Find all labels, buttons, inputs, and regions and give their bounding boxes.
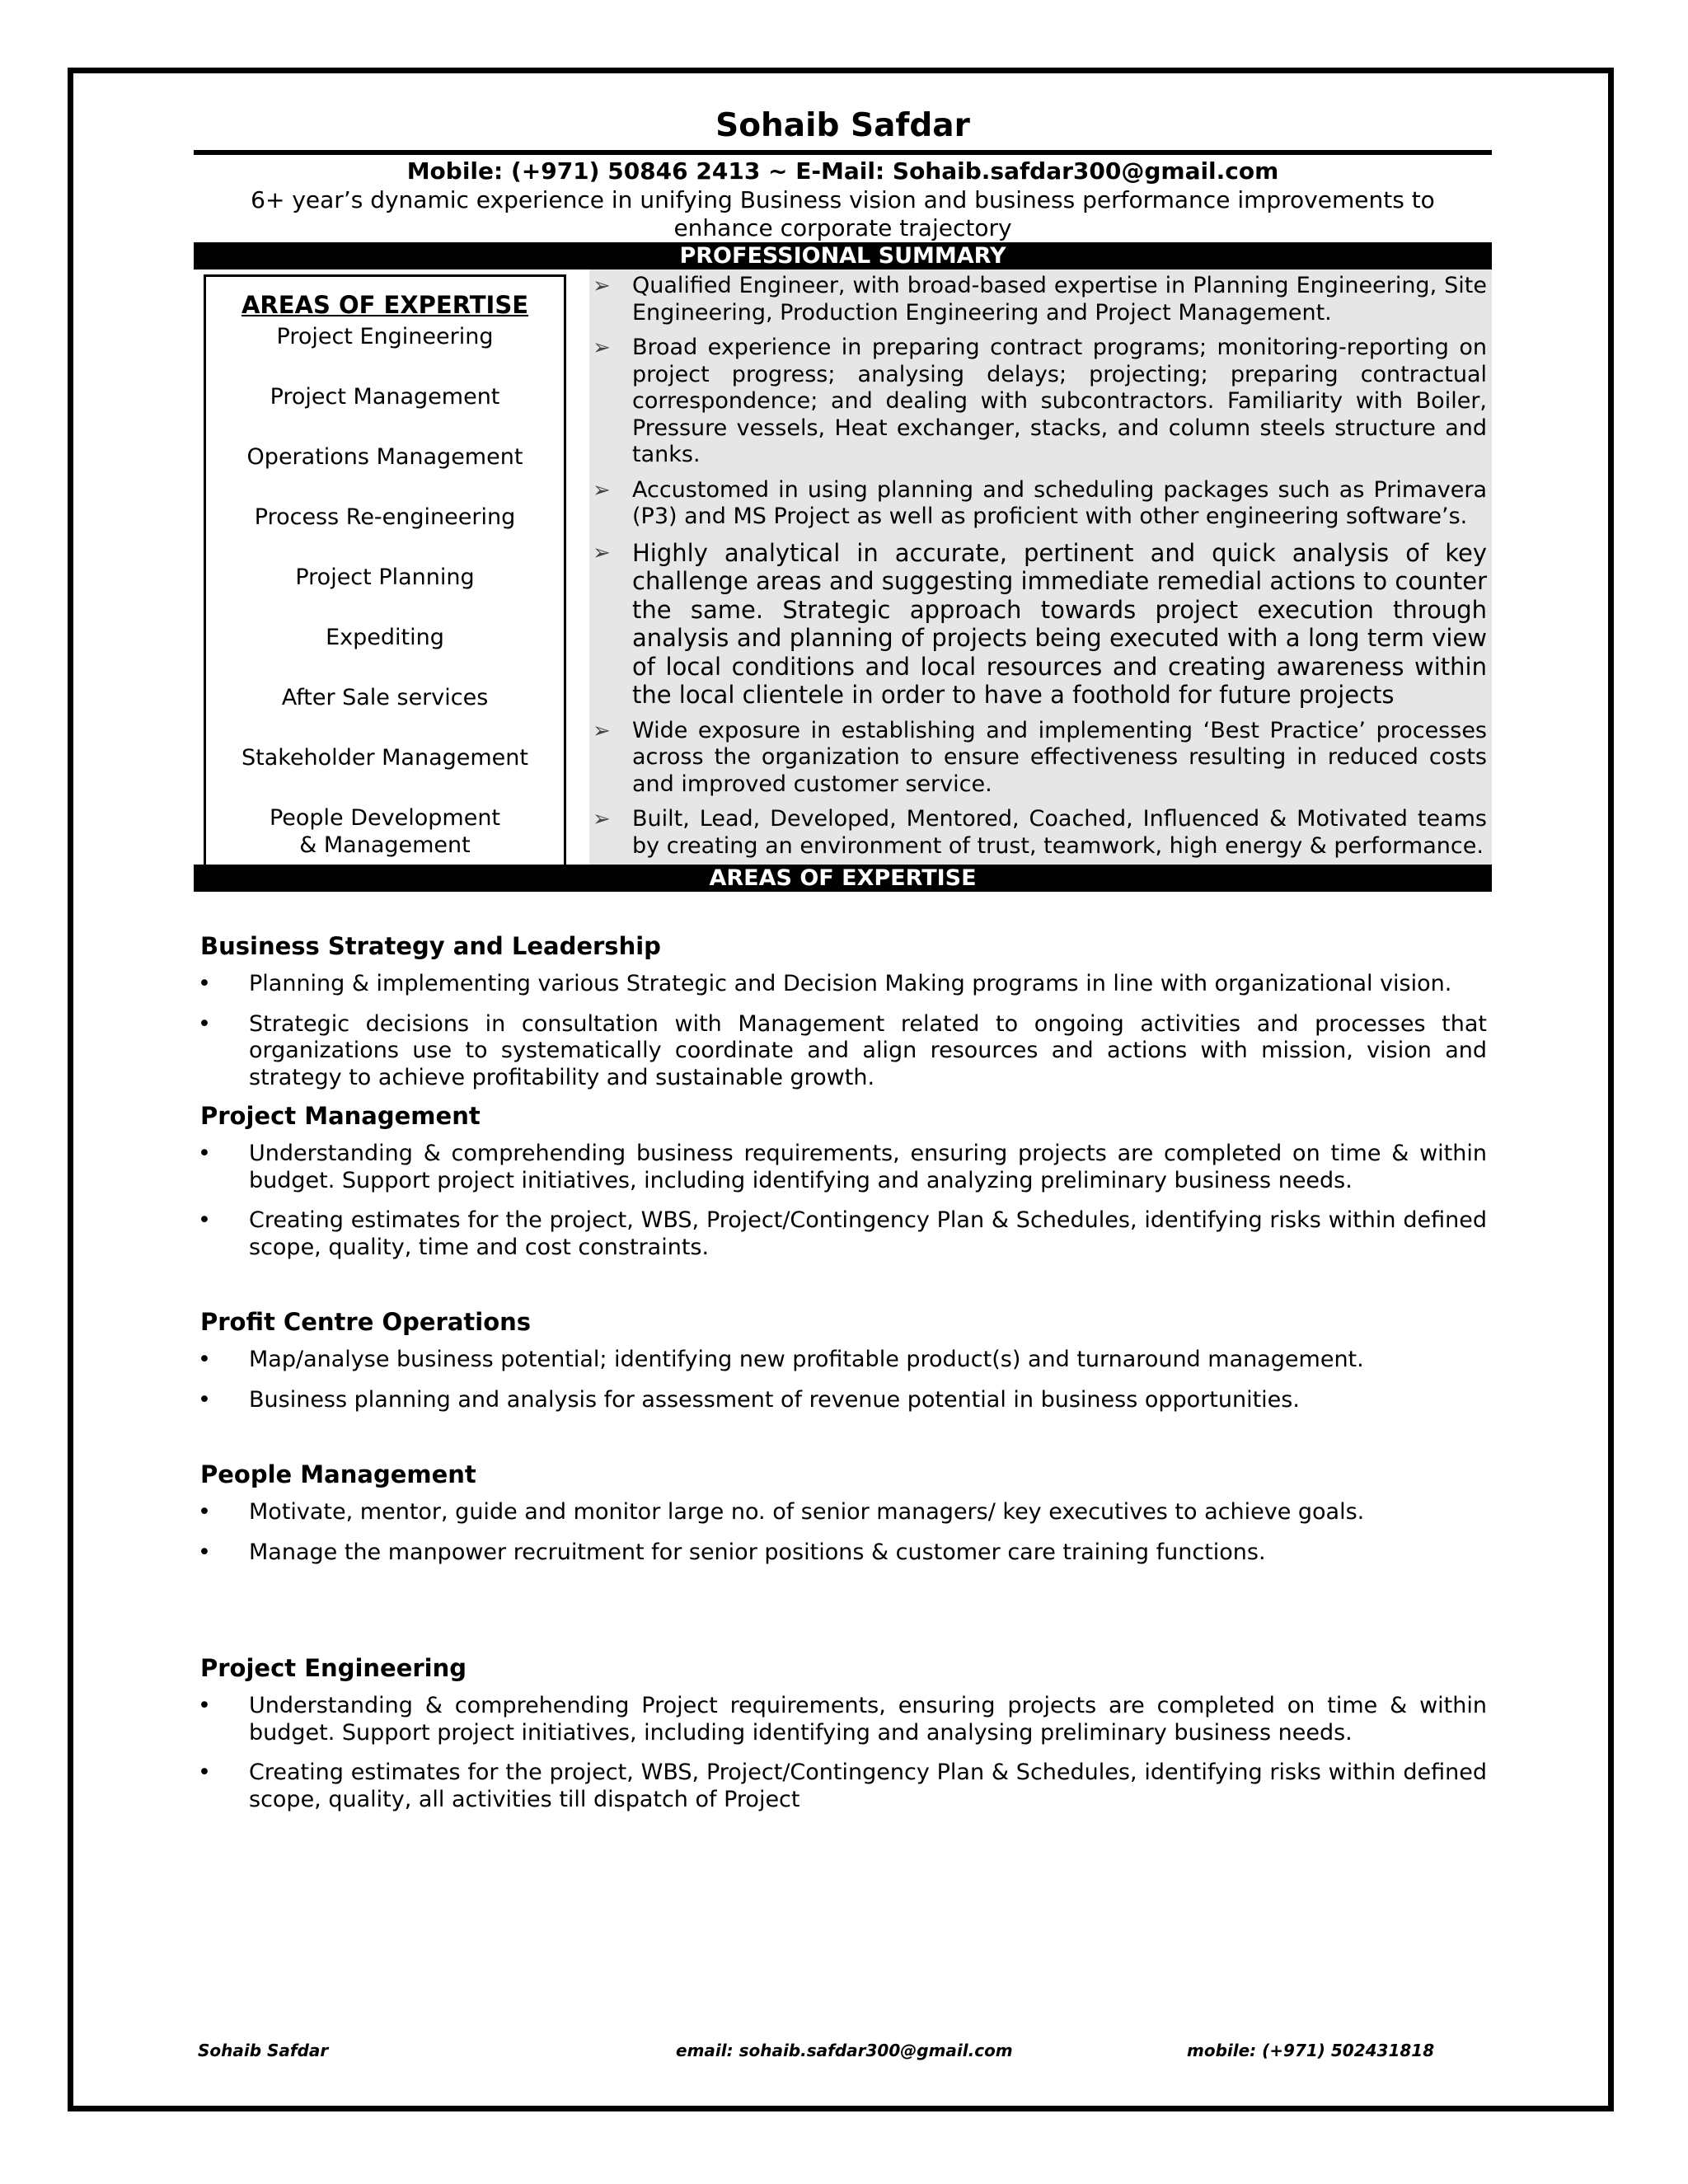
hand-pointing-arrow-icon: ➢ xyxy=(593,335,611,360)
expertise-item: Project Engineering xyxy=(276,324,494,349)
bullet-icon: • xyxy=(198,1760,211,1785)
footer-email: email: sohaib.safdar300@gmail.com xyxy=(676,2041,1013,2060)
hand-pointing-arrow-icon: ➢ xyxy=(593,274,611,298)
bullet-icon: • xyxy=(198,1207,211,1233)
section-title: Project Management xyxy=(200,1102,481,1130)
expertise-item: After Sale services xyxy=(281,685,489,710)
bullet-icon: • xyxy=(198,1386,211,1413)
summary-item: ➢ Accustomed in using planning and scheduling packages such as Primavera (P3) and MS Project as well as proficient with other engineering software’s. xyxy=(593,476,1487,529)
section-bullets xyxy=(194,1499,1492,1566)
expertise-list xyxy=(206,323,564,859)
list-item: • Map/analyse business potential; identifying new profitable product(s) and turnaround management. xyxy=(198,1347,1364,1372)
hand-pointing-arrow-icon: ➢ xyxy=(593,540,611,565)
summary-item: ➢ Built, Lead, Developed, Mentored, Coached, Influenced & Motivated teams by creating an environment of trust, teamwork, high energy & performance. xyxy=(593,806,1487,859)
section-bullets xyxy=(194,1347,1492,1413)
expertise-section xyxy=(194,1101,1492,1261)
bullet-icon: • xyxy=(198,1499,211,1525)
expertise-item: Project Management xyxy=(270,384,500,410)
section-title: Profit Centre Operations xyxy=(200,1308,532,1336)
list-item: • Strategic decisions in consultation with Management related to ongoing activities and processes that organizations use to systematically coordinate and align resources and actions with mission, vision and strategy to achieve profitability and sustainable growth. xyxy=(198,1010,1487,1090)
bullet-icon: • xyxy=(198,1141,211,1166)
section-bullets xyxy=(194,1141,1492,1261)
hand-pointing-arrow-icon: ➢ xyxy=(593,718,611,743)
section-bullets xyxy=(194,1693,1492,1813)
summary-item: ➢ Broad experience in preparing contract programs; monitoring-reporting on project progress; analysing delays; projecting; preparing contractual correspondence; and dealing with subcontractors. Familiarity with Boiler, Pressure vessels, Heat exchanger, stacks, and column steels structure and tanks. xyxy=(593,335,1487,467)
section-title: Project Engineering xyxy=(200,1654,467,1682)
list-item: • Creating estimates for the project, WBS, Project/Contingency Plan & Schedules, identifying risks within defined scope, quality, all activities till dispatch of Project xyxy=(198,1760,1487,1812)
expertise-column xyxy=(194,269,589,865)
expertise-item: Operations Management xyxy=(246,444,523,470)
expertise-item: People Development & Management xyxy=(269,805,501,858)
footer-name: Sohaib Safdar xyxy=(198,2041,329,2060)
expertise-section xyxy=(194,1307,1492,1413)
summary-bullets xyxy=(589,269,1492,865)
expertise-item: Stakeholder Management xyxy=(241,745,528,771)
expertise-box xyxy=(204,274,566,881)
expertise-section xyxy=(194,1653,1492,1813)
list-item: • Understanding & comprehending Project requirements, ensuring projects are completed on time & within budget. Support project initiatives, including identifying and analysing preliminary business needs. xyxy=(198,1693,1487,1746)
bullet-icon: • xyxy=(198,1693,211,1718)
professional-summary xyxy=(194,269,1492,865)
candidate-name: Sohaib Safdar xyxy=(715,107,970,144)
bullet-icon: • xyxy=(198,1539,211,1565)
section-title: People Management xyxy=(200,1460,476,1488)
expertise-item: Expediting xyxy=(326,625,444,650)
name-divider xyxy=(194,150,1492,155)
contact-line: Mobile: (+971) 50846 2413 ~ E-Mail: Sohaib.safdar300@gmail.com xyxy=(406,157,1279,185)
list-item: • Planning & implementing various Strategic and Decision Making programs in line with organizational vision. xyxy=(198,971,1452,996)
hand-pointing-arrow-icon: ➢ xyxy=(593,807,611,832)
list-item: • Motivate, mentor, guide and monitor large no. of senior managers/ key executives to achieve goals. xyxy=(198,1499,1365,1525)
section-title: Business Strategy and Leadership xyxy=(200,932,661,960)
resume-content xyxy=(194,105,1492,1826)
summary-item: ➢ Qualified Engineer, with broad-based expertise in Planning Engineering, Site Engineering, Production Engineering and Project Management. xyxy=(593,273,1487,326)
list-item: • Business planning and analysis for assessment of revenue potential in business opportunities. xyxy=(198,1386,1300,1413)
hand-pointing-arrow-icon: ➢ xyxy=(593,477,611,503)
expertise-section xyxy=(194,931,1492,1091)
expertise-item: Project Planning xyxy=(295,565,475,590)
bullet-icon: • xyxy=(198,971,211,996)
bullet-icon: • xyxy=(198,1010,211,1037)
expertise-item: Process Re-engineering xyxy=(254,504,516,530)
professional-summary-heading: PROFESSIONAL SUMMARY xyxy=(194,242,1492,269)
summary-item: ➢ Wide exposure in establishing and implementing ‘Best Practice’ processes across the organization to ensure effectiveness resulting in reduced costs and improved customer service. xyxy=(593,717,1487,797)
tagline-line1: 6+ year’s dynamic experience in unifying Business vision and business performance improvements to xyxy=(251,186,1435,213)
bullet-icon: • xyxy=(198,1347,211,1372)
list-item: • Creating estimates for the project, WBS, Project/Contingency Plan & Schedules, identifying risks within defined scope, quality, time and cost constraints. xyxy=(198,1207,1487,1260)
list-item: • Understanding & comprehending business requirements, ensuring projects are completed on time & within budget. Support project initiatives, including identifying and analyzing preliminary business needs. xyxy=(198,1141,1487,1193)
tagline-line2: enhance corporate trajectory xyxy=(673,214,1012,241)
expertise-box-title: AREAS OF EXPERTISE xyxy=(241,291,529,319)
areas-of-expertise-heading: AREAS OF EXPERTISE xyxy=(194,865,1492,892)
expertise-section xyxy=(194,1460,1492,1566)
page-footer xyxy=(198,2041,1475,2060)
list-item: • Manage the manpower recruitment for senior positions & customer care training functions. xyxy=(198,1539,1266,1565)
section-bullets xyxy=(194,971,1492,1091)
summary-item: ➢ Highly analytical in accurate, pertinent and quick analysis of key challenge areas and suggesting immediate remedial actions to counter the same. Strategic approach towards project execution through analysis and planning of projects being executed with a long term view of local conditions and local resources and creating awareness within the local clientele in order to have a foothold for future projects xyxy=(593,538,1487,709)
footer-mobile: mobile: (+971) 502431818 xyxy=(1187,2041,1435,2060)
